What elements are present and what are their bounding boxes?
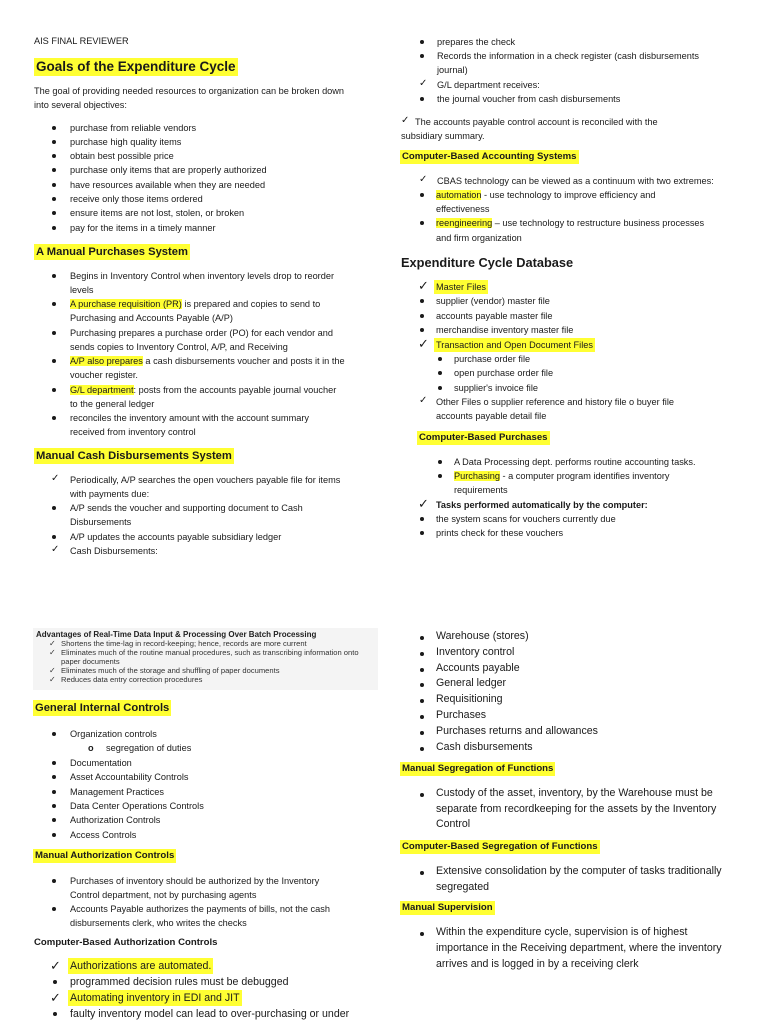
bottom-right-column xyxy=(384,626,768,1024)
heading-expenditure-db: Expenditure Cycle Database xyxy=(401,255,574,270)
mac-item1-line1: Purchases of inventory should be authorized by the Inventory xyxy=(70,876,320,886)
cd-item2-line2: Disbursements xyxy=(70,517,132,527)
check-icon: ✓ xyxy=(419,78,428,89)
top-right-column xyxy=(384,0,768,586)
check-icon: ✓ xyxy=(49,648,56,657)
sub-bullet-icon: o xyxy=(88,743,94,753)
list-item: General ledger xyxy=(436,677,507,689)
highlight-reengineering: reengineering xyxy=(436,218,493,228)
mp-item4-line2: voucher register. xyxy=(70,370,138,380)
r-item5-line1: The accounts payable control account is reconciled with the xyxy=(415,117,658,127)
list-item: Requisitioning xyxy=(436,693,503,705)
scan-item: Eliminates much of the routine manual procedures, such as transcribing information onto xyxy=(61,648,359,657)
cd-item3: A/P updates the accounts payable subsidiary ledger xyxy=(70,532,282,542)
db-other-line1: Other Files o supplier reference and history file o buyer file xyxy=(436,397,674,407)
mp-item5-line1: G/L department: posts from the accounts payable journal voucher xyxy=(70,385,337,395)
cd-item1-line1: Periodically, A/P searches the open vouchers payable file for items xyxy=(70,475,341,485)
check-icon: ✓ xyxy=(418,336,429,351)
cd-item2-line1: A/P sends the voucher and supporting document to Cash xyxy=(70,503,303,513)
check-icon: ✓ xyxy=(50,990,61,1005)
scan-item: paper documents xyxy=(61,657,120,666)
cp-item4: the system scans for vouchers currently due xyxy=(436,514,616,524)
scan-title: Advantages of Real-Time Data Input & Processing Over Batch Processing xyxy=(36,630,317,639)
msf-line3: Control xyxy=(436,818,471,830)
r-item3: G/L department receives: xyxy=(437,80,540,90)
list-item: Warehouse (stores) xyxy=(436,630,529,642)
db-trans-3: supplier's invoice file xyxy=(454,383,538,393)
ms-line1: Within the expenditure cycle, supervision is of highest xyxy=(436,926,688,938)
bottom-left-column xyxy=(0,690,384,1024)
list-item: purchase only items that are properly authorized xyxy=(70,165,267,175)
check-icon: ✓ xyxy=(418,496,429,511)
list-item: Documentation xyxy=(70,758,132,768)
r-item2-line2: journal) xyxy=(437,65,468,75)
list-item: Inventory control xyxy=(436,646,515,658)
highlight-automation: automation xyxy=(436,190,482,200)
ms-line3: arrives and is logged in by a receiving clerk xyxy=(436,958,639,970)
heading-manual-cash-disbursements: Manual Cash Disbursements System xyxy=(36,450,232,462)
cb-item3-line2: and firm organization xyxy=(436,233,522,243)
mp-item2-line2: Purchasing and Accounts Payable (A/P) xyxy=(70,313,233,323)
cbac-item3: Automating inventory in EDI and JIT xyxy=(70,992,240,1004)
document-title: AIS FINAL REVIEWER xyxy=(34,36,129,46)
mac-item2-line1: Accounts Payable authorizes the payments of bills, not the cash xyxy=(70,904,330,914)
r-item5-line2: subsidiary summary. xyxy=(401,131,485,141)
heading-cbas: Computer-Based Accounting Systems xyxy=(402,151,577,162)
db-trans-2: open purchase order file xyxy=(454,368,554,378)
cp-item2-line1: Purchasing - a computer program identifies inventory xyxy=(454,471,670,481)
check-icon: ✓ xyxy=(401,115,410,126)
cb-item2-line2: effectiveness xyxy=(436,204,490,214)
heading-manual-purchases: A Manual Purchases System xyxy=(36,246,188,258)
check-icon: ✓ xyxy=(50,958,61,973)
cbac-item2: programmed decision rules must be debugged xyxy=(70,976,289,988)
scanned-image-advantages xyxy=(33,628,378,690)
list-item: purchase high quality items xyxy=(70,137,182,147)
check-icon: ✓ xyxy=(49,675,56,684)
check-icon: ✓ xyxy=(419,174,428,185)
mp-item5-line2: to the general ledger xyxy=(70,399,155,409)
db-transaction-files: Transaction and Open Document Files xyxy=(436,340,593,350)
scan-item: Shortens the time-lag in record-keeping; hence, records are more current xyxy=(61,639,307,648)
check-icon: ✓ xyxy=(419,395,428,406)
mac-item1-line2: Control department, not by purchasing agents xyxy=(70,890,257,900)
list-item: Asset Accountability Controls xyxy=(70,772,189,782)
cd-item1-line2: with payments due: xyxy=(70,489,150,499)
list-item: Authorization Controls xyxy=(70,815,161,825)
list-item: Management Practices xyxy=(70,787,164,797)
list-item: Cash disbursements xyxy=(436,741,533,753)
check-icon: ✓ xyxy=(49,639,56,648)
cp-item3: Tasks performed automatically by the computer: xyxy=(436,500,648,510)
page-gap xyxy=(0,586,768,626)
list-item: obtain best possible price xyxy=(70,151,174,161)
cp-item5: prints check for these vouchers xyxy=(436,528,564,538)
db-master-files: Master Files xyxy=(436,282,487,292)
heading-manual-segregation: Manual Segregation of Functions xyxy=(402,763,554,774)
heading-general-internal-controls: General Internal Controls xyxy=(35,702,170,714)
highlight-purchase-requisition: A purchase requisition (PR) xyxy=(70,299,182,309)
scan-item: Eliminates much of the storage and shuffling of paper documents xyxy=(61,666,280,675)
gic-item1: Organization controls xyxy=(70,729,157,739)
cd-item4: Cash Disbursements: xyxy=(70,546,158,556)
cb-item2-line1: automation - use technology to improve efficiency and xyxy=(436,190,656,200)
heading-manual-authorization: Manual Authorization Controls xyxy=(35,850,175,861)
list-item: Purchases returns and allowances xyxy=(436,725,598,737)
msf-line1: Custody of the asset, inventory, by the Warehouse must be xyxy=(436,787,713,799)
list-item: receive only those items ordered xyxy=(70,194,203,204)
list-item: have resources available when they are needed xyxy=(70,180,266,190)
check-icon: ✓ xyxy=(51,544,60,555)
list-item: pay for the items in a timely manner xyxy=(70,223,216,233)
db-master-3: merchandise inventory master file xyxy=(436,325,574,335)
list-item: Access Controls xyxy=(70,830,137,840)
db-master-1: supplier (vendor) master file xyxy=(436,296,550,306)
mp-item6-line2: received from inventory control xyxy=(70,427,196,437)
cbsf-line1: Extensive consolidation by the computer of tasks traditionally xyxy=(436,865,722,877)
msf-line2: separate from recordkeeping for the assets by the Inventory xyxy=(436,803,717,815)
cbac-item4: faulty inventory model can lead to over-purchasing or under xyxy=(70,1008,350,1020)
heading-manual-supervision: Manual Supervision xyxy=(402,902,493,913)
mp-item1-line1: Begins in Inventory Control when inventory levels drop to reorder xyxy=(70,271,335,281)
heading-goals: Goals of the Expenditure Cycle xyxy=(36,59,236,74)
list-item: ensure items are not lost, stolen, or broken xyxy=(70,208,245,218)
cb-item3-line1: reengineering – use technology to restructure business processes xyxy=(436,218,705,228)
mp-item2-line1: A purchase requisition (PR) is prepared and copies to send to xyxy=(70,299,321,309)
cp-item1: A Data Processing dept. performs routine accounting tasks. xyxy=(454,457,696,467)
heading-cb-segregation: Computer-Based Segregation of Functions xyxy=(402,841,598,852)
cb-item1: CBAS technology can be viewed as a continuum with two extremes: xyxy=(437,176,714,186)
mp-item4-line1: A/P also prepares a cash disbursements voucher and posts it in the xyxy=(70,356,345,366)
gic-sub-item: segregation of duties xyxy=(106,743,192,753)
scan-item: Reduces data entry correction procedures xyxy=(61,675,203,684)
ms-line2: importance in the Receiving department, where the inventory xyxy=(436,942,722,954)
r-item1: prepares the check xyxy=(437,37,516,47)
list-item: Purchases xyxy=(436,709,487,721)
mp-item1-line2: levels xyxy=(70,285,94,295)
cbac-item1: Authorizations are automated. xyxy=(70,960,212,972)
mac-item2-line2: disbursements clerk, who writes the checks xyxy=(70,918,247,928)
r-item4: the journal voucher from cash disbursements xyxy=(437,94,621,104)
db-trans-1: purchase order file xyxy=(454,354,531,364)
mp-item3-line1: Purchasing prepares a purchase order (PO) for each vendor and xyxy=(70,328,334,338)
highlight-gl-department: G/L department xyxy=(70,385,134,395)
list-item: purchase from reliable vendors xyxy=(70,123,197,133)
list-item: Accounts payable xyxy=(436,662,520,674)
cp-item2-line2: requirements xyxy=(454,485,508,495)
highlight-purchasing: Purchasing xyxy=(454,471,500,481)
check-icon: ✓ xyxy=(418,278,429,293)
mp-item3-line2: sends copies to Inventory Control, A/P, and Receiving xyxy=(70,342,288,352)
goals-intro-line1: The goal of providing needed resources to organization can be broken down xyxy=(34,86,345,96)
cbsf-line2: segregated xyxy=(436,881,490,893)
heading-cb-authorization: Computer-Based Authorization Controls xyxy=(34,937,218,948)
check-icon: ✓ xyxy=(49,666,56,675)
top-left-column xyxy=(0,0,384,586)
goals-intro-line2: into several objectives: xyxy=(34,100,127,110)
heading-cb-purchases: Computer-Based Purchases xyxy=(419,432,548,443)
mp-item6-line1: reconciles the inventory amount with the account summary xyxy=(70,413,309,423)
highlight-ap-prepares: A/P also prepares xyxy=(70,356,143,366)
db-master-2: accounts payable master file xyxy=(436,311,553,321)
list-item: Data Center Operations Controls xyxy=(70,801,204,811)
check-icon: ✓ xyxy=(51,473,60,484)
db-other-line2: accounts payable detail file xyxy=(436,411,547,421)
r-item2-line1: Records the information in a check register (cash disbursements xyxy=(437,51,699,61)
